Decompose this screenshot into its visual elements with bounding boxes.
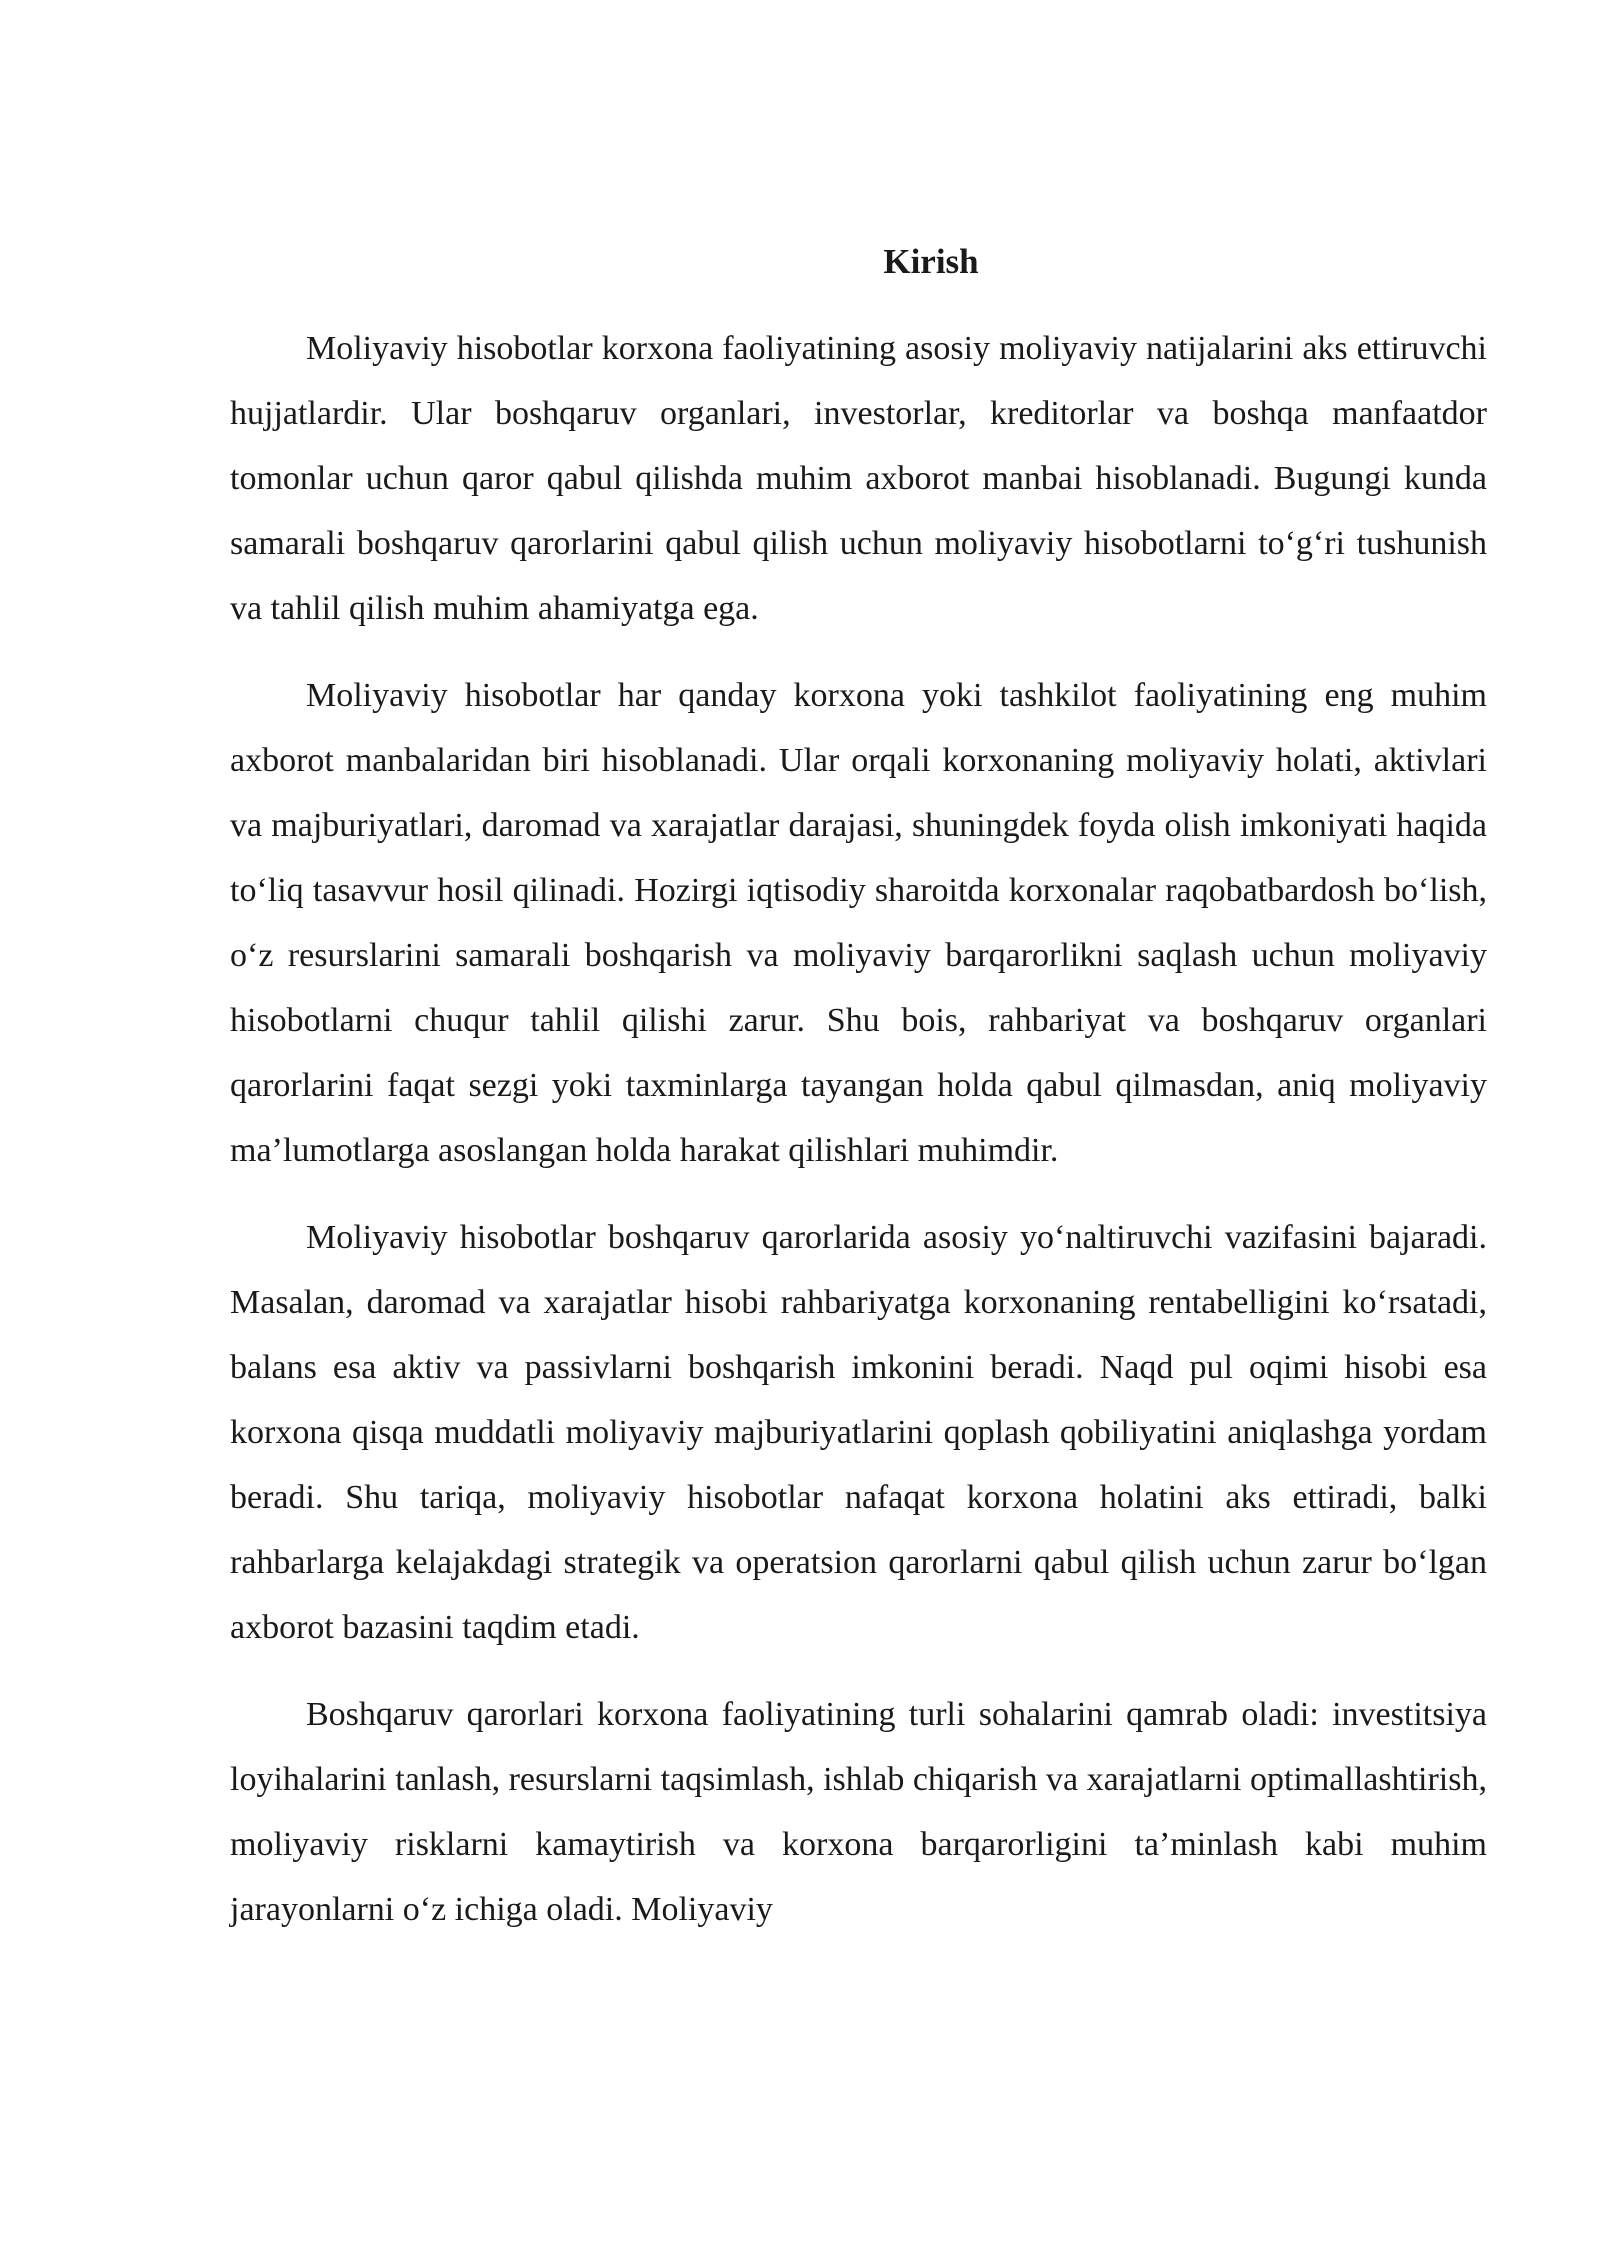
paragraph-3: Moliyaviy hisobotlar boshqaruv qarorlarida asosiy yo‘naltiruvchi vazifasini bajaradi. Masalan, daromad va xarajatlar hisobi rahbariyatga korxonaning rentabelligini ko‘rsatadi, balans esa aktiv va passivlarni boshqarish imkonini beradi. Naqd pul oqimi hisobi esa korxona qisqa muddatli moliyaviy majburiyatlarini qoplash qobiliyatini aniqlashga yordam beradi. Shu tariqa, moliyaviy hisobotlar nafaqat korxona holatini aks ettiradi, balki rahbarlarga kelajakdagi strategik va operatsion qarorlarni qabul qilish uchun zarur bo‘lgan axborot bazasini taqdim etadi.: [230, 1219, 1487, 1646]
document-body: [230, 232, 1487, 1964]
paragraph-1: Moliyaviy hisobotlar korxona faoliyatining asosiy moliyaviy natijalarini aks ettiruvchi hujjatlardir. Ular boshqaruv organlari, investorlar, kreditorlar va boshqa manfaatdor tomonlar uchun qaror qabul qilishda muhim axborot manbai hisoblanadi. Bugungi kunda samarali boshqaruv qarorlarini qabul qilish uchun moliyaviy hisobotlarni to‘g‘ri tushunish va tahlil qilish muhim ahamiyatga ega.: [230, 330, 1487, 627]
paragraph-2: Moliyaviy hisobotlar har qanday korxona yoki tashkilot faoliyatining eng muhim axborot manbalaridan biri hisoblanadi. Ular orqali korxonaning moliyaviy holati, aktivlari va majburiyatlari, daromad va xarajatlar darajasi, shuningdek foyda olish imkoniyati haqida to‘liq tasavvur hosil qilinadi. Hozirgi iqtisodiy sharoitda korxonalar raqobatbardosh bo‘lish, o‘z resurslarini samarali boshqarish va moliyaviy barqarorlikni saqlash uchun moliyaviy hisobotlarni chuqur tahlil qilishi zarur. Shu bois, rahbariyat va boshqaruv organlari qarorlarini faqat sezgi yoki taxminlarga tayangan holda qabul qilmasdan, aniq moliyaviy ma’lumotlarga asoslangan holda harakat qilishlari muhimdir.: [230, 677, 1487, 1169]
page-title: Kirish: [883, 242, 979, 281]
paragraph-4: Boshqaruv qarorlari korxona faoliyatining turli sohalarini qamrab oladi: investitsiya loyihalarini tanlash, resurslarni taqsimlash, ishlab chiqarish va xarajatlarni optimallashtirish, moliyaviy risklarni kamaytirish va korxona barqarorligini ta’minlash kabi muhim jarayonlarni o‘z ichiga oladi. Moliyaviy: [230, 1696, 1487, 1928]
